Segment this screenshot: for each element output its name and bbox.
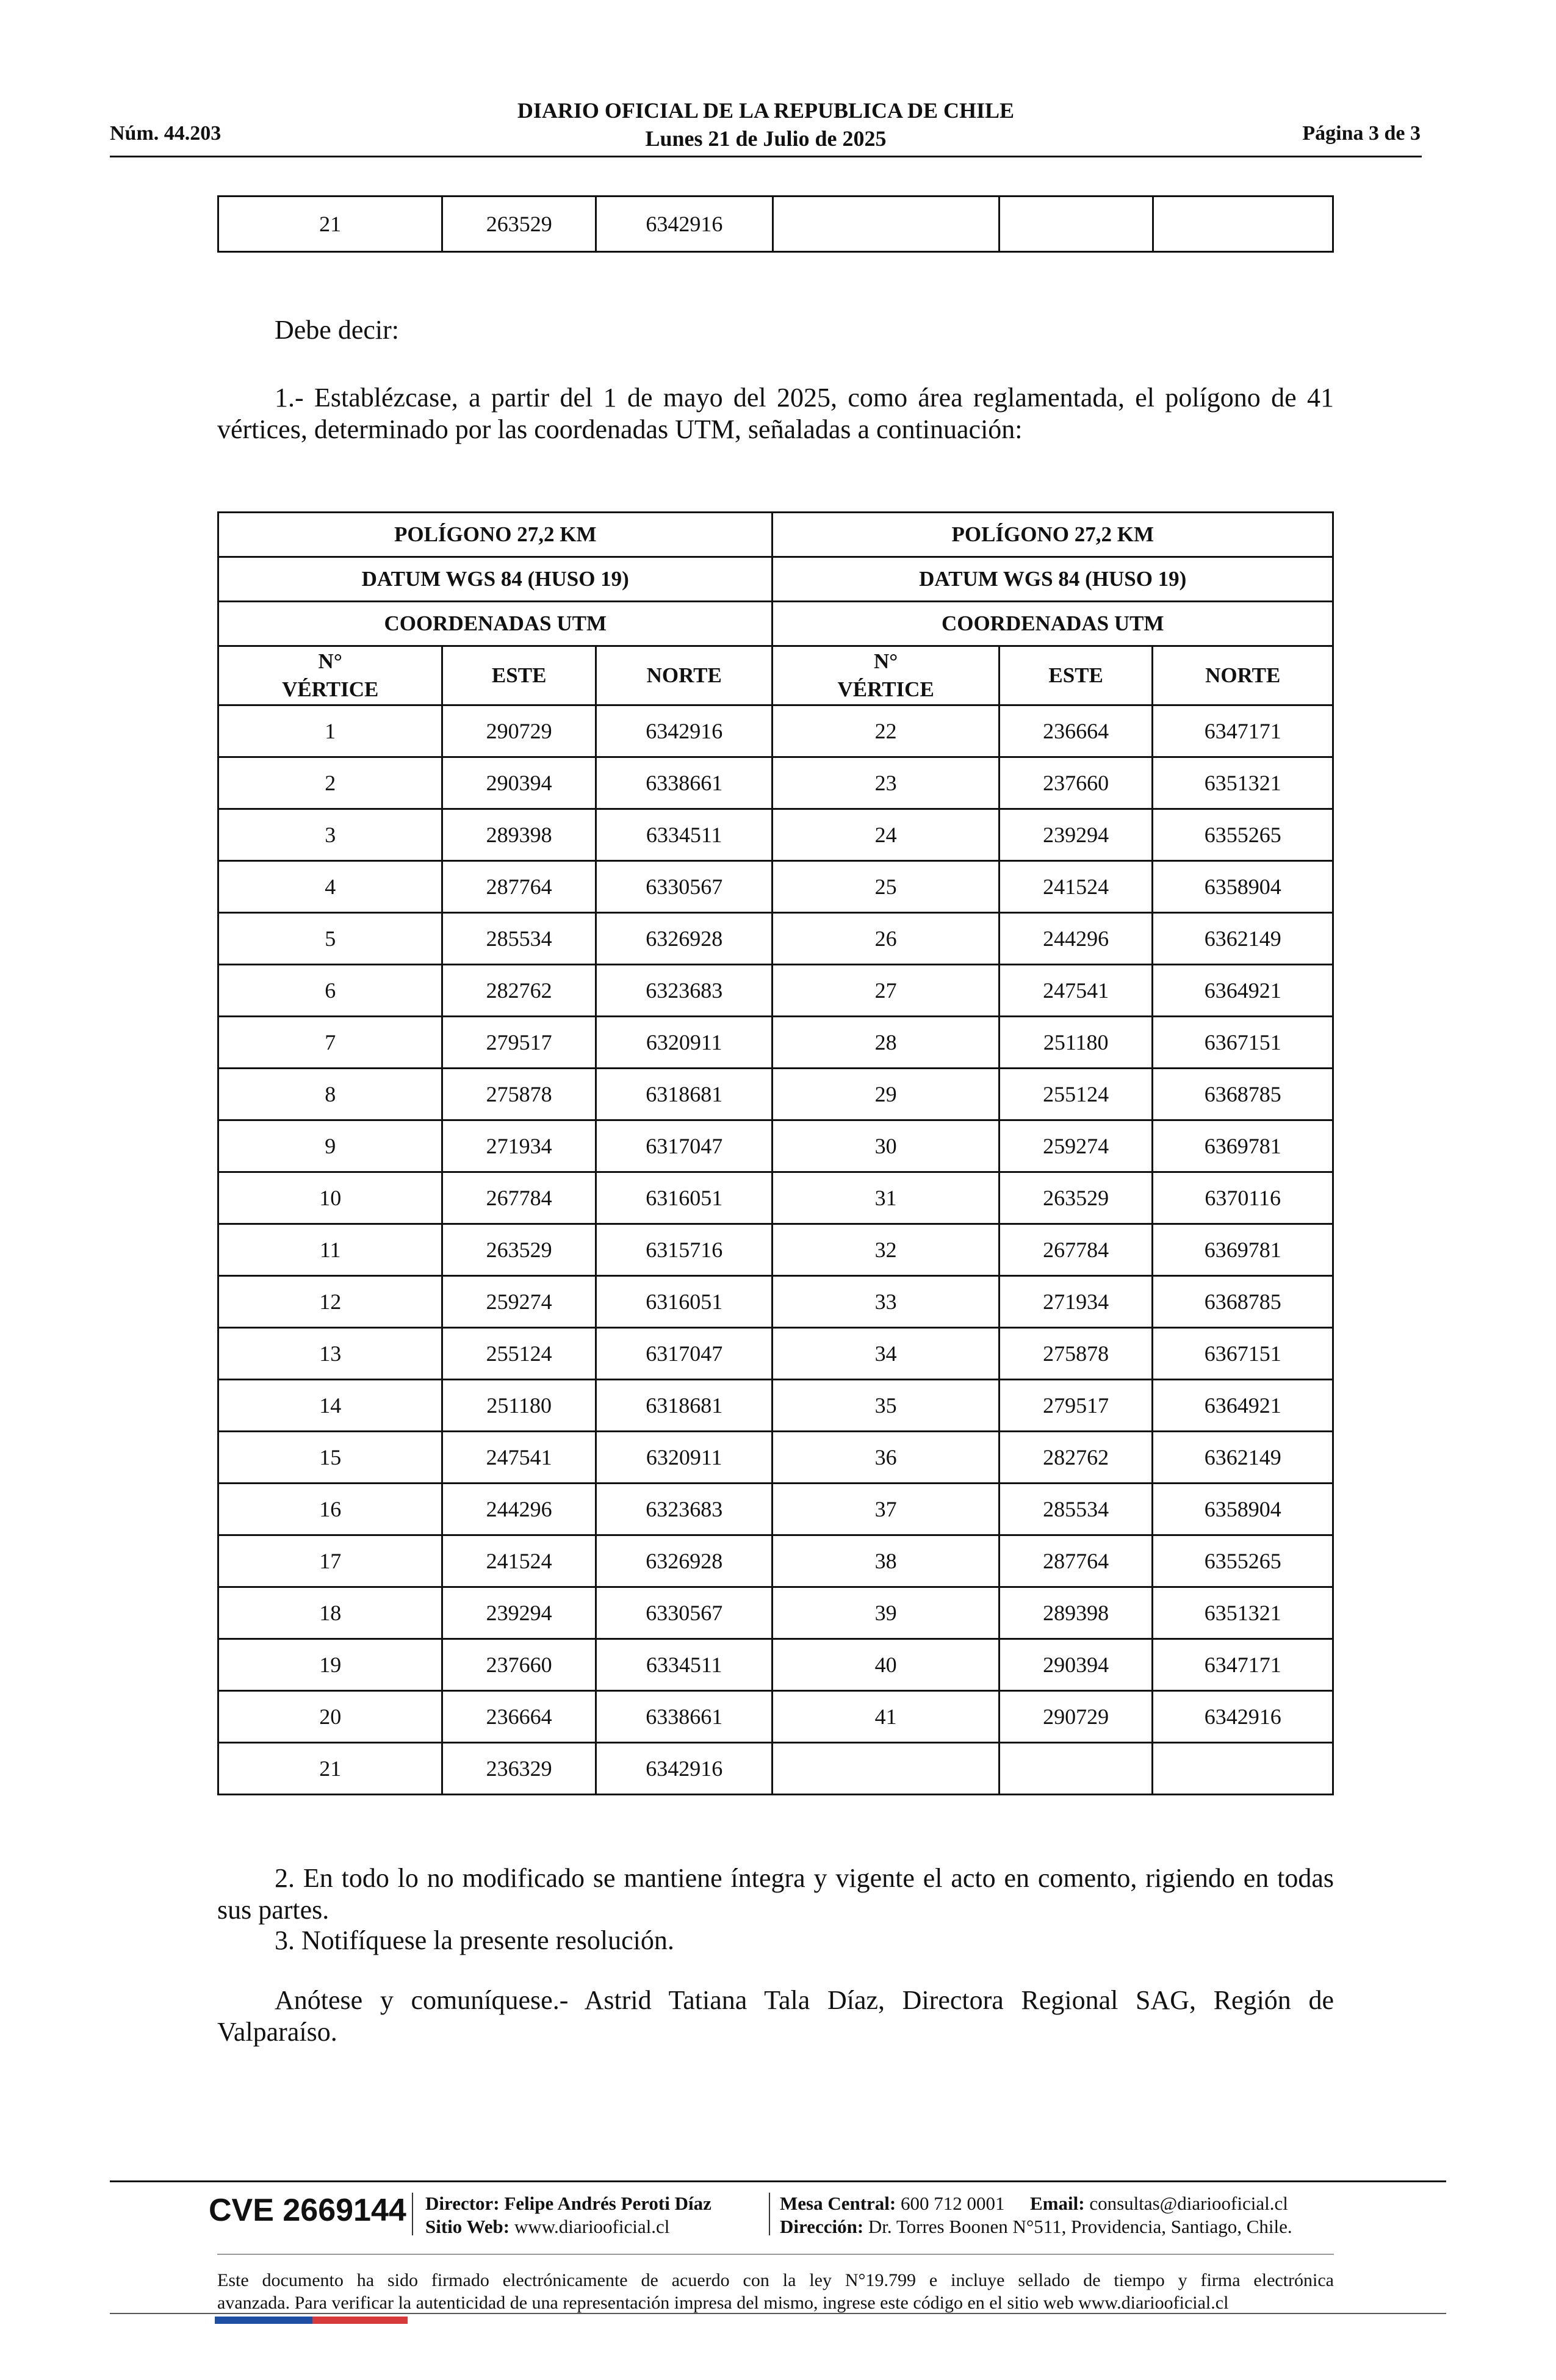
table-cell: 36 bbox=[773, 1432, 999, 1484]
table-cell: 6342916 bbox=[596, 1743, 773, 1795]
table-cell: 251180 bbox=[999, 1017, 1153, 1069]
previous-table-row bbox=[217, 195, 1334, 253]
table-cell: 255124 bbox=[999, 1069, 1153, 1120]
table-row bbox=[218, 965, 1333, 1017]
table-cell: 282762 bbox=[442, 965, 596, 1017]
footer-bottom-divider bbox=[110, 2313, 1446, 2314]
table-cell: 12 bbox=[218, 1276, 442, 1328]
table-cell: 13 bbox=[218, 1328, 442, 1380]
table-cell: 6364921 bbox=[1153, 1380, 1333, 1432]
table-cell: 279517 bbox=[442, 1017, 596, 1069]
table-row bbox=[218, 1535, 1333, 1587]
col-vertex-header-line2: VÉRTICE bbox=[837, 677, 934, 701]
table-cell: 14 bbox=[218, 1380, 442, 1432]
table-cell: 6362149 bbox=[1153, 913, 1333, 965]
table-cell: 6364921 bbox=[1153, 965, 1333, 1017]
table-cell: 2 bbox=[218, 757, 442, 809]
table-cell: 27 bbox=[773, 965, 999, 1017]
paragraph-2: 2. En todo lo no modificado se mantiene íntegra y vigente el acto en comento, rigiendo en todas sus partes. bbox=[217, 1863, 1334, 1925]
table-cell: 237660 bbox=[442, 1639, 596, 1691]
table-cell: 28 bbox=[773, 1017, 999, 1069]
table-cell: 6 bbox=[218, 965, 442, 1017]
director-name: Felipe Andrés Peroti Díaz bbox=[504, 2193, 711, 2214]
address-label: Dirección: bbox=[780, 2216, 864, 2237]
table-cell: 287764 bbox=[442, 861, 596, 913]
table-cell bbox=[1000, 197, 1153, 252]
table-cell: 244296 bbox=[999, 913, 1153, 965]
table-cell: 6342916 bbox=[1153, 1691, 1333, 1743]
table-cell: 236329 bbox=[442, 1743, 596, 1795]
table-cell: 255124 bbox=[442, 1328, 596, 1380]
signature-note-line2: avanzada. Para verificar la autenticidad de una representación impresa del mismo, ingrese este código en el sitio web www.diariooficial.cl bbox=[217, 2293, 1229, 2313]
table-cell: 21 bbox=[218, 1743, 442, 1795]
table-cell: 37 bbox=[773, 1484, 999, 1535]
footer-inner-divider bbox=[217, 2254, 1334, 2255]
table-cell: 6318681 bbox=[596, 1380, 773, 1432]
table-cell: 290394 bbox=[999, 1639, 1153, 1691]
table-row bbox=[218, 1432, 1333, 1484]
coords-header-left: COORDENADAS UTM bbox=[218, 602, 773, 646]
website-label: Sitio Web: bbox=[425, 2216, 510, 2237]
footer-address bbox=[780, 2215, 1292, 2238]
table-cell: 289398 bbox=[999, 1587, 1153, 1639]
table-cell: 239294 bbox=[999, 809, 1153, 861]
col-vertex-header-line1: N° bbox=[874, 649, 898, 673]
table-cell: 285534 bbox=[999, 1484, 1153, 1535]
table-row bbox=[218, 757, 1333, 809]
table-cell: 289398 bbox=[442, 809, 596, 861]
table-cell: 6368785 bbox=[1153, 1276, 1333, 1328]
table-cell: 244296 bbox=[442, 1484, 596, 1535]
table-cell: 6334511 bbox=[596, 1639, 773, 1691]
footer-divider bbox=[110, 2180, 1446, 2182]
col-norte-header: NORTE bbox=[1153, 646, 1333, 705]
table-cell: 30 bbox=[773, 1120, 999, 1172]
debe-decir-label: Debe decir: bbox=[275, 315, 399, 345]
table-cell: 33 bbox=[773, 1276, 999, 1328]
table-row bbox=[218, 809, 1333, 861]
col-vertex-header-line1: N° bbox=[318, 649, 342, 673]
table-cell: 6351321 bbox=[1153, 757, 1333, 809]
table-cell: 247541 bbox=[999, 965, 1153, 1017]
header-divider bbox=[110, 156, 1422, 157]
footer-director bbox=[425, 2192, 711, 2215]
table-cell: 6316051 bbox=[596, 1276, 773, 1328]
table-cell: 41 bbox=[773, 1691, 999, 1743]
footer-contact bbox=[780, 2192, 1288, 2215]
table-cell: 247541 bbox=[442, 1432, 596, 1484]
table-cell: 6351321 bbox=[1153, 1587, 1333, 1639]
table-cell: 241524 bbox=[999, 861, 1153, 913]
table-cell: 31 bbox=[773, 1172, 999, 1224]
email-label: Email: bbox=[1030, 2193, 1085, 2214]
table-cell bbox=[773, 1743, 999, 1795]
issue-date: Lunes 21 de Julio de 2025 bbox=[645, 126, 887, 151]
table-cell: 34 bbox=[773, 1328, 999, 1380]
table-cell: 38 bbox=[773, 1535, 999, 1587]
table-cell: 6367151 bbox=[1153, 1017, 1333, 1069]
table-cell: 290729 bbox=[442, 705, 596, 757]
table-cell: 11 bbox=[218, 1224, 442, 1276]
table-cell: 6355265 bbox=[1153, 809, 1333, 861]
table-cell: 239294 bbox=[442, 1587, 596, 1639]
table-row bbox=[218, 1224, 1333, 1276]
polygon-header-left: POLÍGONO 27,2 KM bbox=[218, 513, 773, 557]
table-cell: 6320911 bbox=[596, 1432, 773, 1484]
table-row bbox=[218, 1587, 1333, 1639]
table-cell: 17 bbox=[218, 1535, 442, 1587]
table-row bbox=[218, 1743, 1333, 1795]
coords-header-right: COORDENADAS UTM bbox=[773, 602, 1333, 646]
mesa-label: Mesa Central: bbox=[780, 2193, 896, 2214]
table-cell: 40 bbox=[773, 1639, 999, 1691]
table-cell: 6323683 bbox=[596, 1484, 773, 1535]
table-header-row bbox=[218, 513, 1333, 557]
table-row bbox=[218, 705, 1333, 757]
table-row bbox=[218, 1069, 1333, 1120]
table-cell: 259274 bbox=[442, 1276, 596, 1328]
datum-header-left: DATUM WGS 84 (HUSO 19) bbox=[218, 557, 773, 602]
footer-separator bbox=[412, 2193, 413, 2235]
table-cell: 6355265 bbox=[1153, 1535, 1333, 1587]
table-row bbox=[218, 1017, 1333, 1069]
table-cell: 285534 bbox=[442, 913, 596, 965]
table-row bbox=[218, 1484, 1333, 1535]
footer-website bbox=[425, 2215, 669, 2238]
table-row bbox=[218, 197, 1333, 252]
table-cell: 6330567 bbox=[596, 1587, 773, 1639]
table-cell: 275878 bbox=[442, 1069, 596, 1120]
table-cell: 25 bbox=[773, 861, 999, 913]
table-cell: 287764 bbox=[999, 1535, 1153, 1587]
table-cell: 15 bbox=[218, 1432, 442, 1484]
footer-separator bbox=[769, 2193, 770, 2235]
table-cell: 39 bbox=[773, 1587, 999, 1639]
table-cell: 279517 bbox=[999, 1380, 1153, 1432]
table-row bbox=[218, 1328, 1333, 1380]
table-cell: 6326928 bbox=[596, 913, 773, 965]
table-cell: 271934 bbox=[999, 1276, 1153, 1328]
table-cell: 6369781 bbox=[1153, 1224, 1333, 1276]
table-cell: 19 bbox=[218, 1639, 442, 1691]
table-cell: 8 bbox=[218, 1069, 442, 1120]
table-cell: 6358904 bbox=[1153, 861, 1333, 913]
address-value: Dr. Torres Boonen N°511, Providencia, Santiago, Chile. bbox=[868, 2216, 1292, 2237]
table-cell bbox=[773, 197, 999, 252]
table-cell: 23 bbox=[773, 757, 999, 809]
flag-stripe-red bbox=[312, 2317, 408, 2324]
table-cell: 267784 bbox=[442, 1172, 596, 1224]
table-cell: 236664 bbox=[442, 1691, 596, 1743]
table-cell: 20 bbox=[218, 1691, 442, 1743]
table-cell: 5 bbox=[218, 913, 442, 965]
table-cell: 6318681 bbox=[596, 1069, 773, 1120]
table-row bbox=[218, 1276, 1333, 1328]
paragraph-1: 1.- Establézcase, a partir del 1 de mayo del 2025, como área reglamentada, el polígono de 41 vértices, determinado por las coordenadas UTM, señaladas a continuación: bbox=[217, 383, 1334, 444]
table-cell bbox=[1153, 1743, 1333, 1795]
table-cell: 26 bbox=[773, 913, 999, 965]
table-cell: 18 bbox=[218, 1587, 442, 1639]
col-vertex-header bbox=[773, 646, 999, 705]
table-cell: 6338661 bbox=[596, 757, 773, 809]
table-cell: 259274 bbox=[999, 1120, 1153, 1172]
table-cell: 263529 bbox=[999, 1172, 1153, 1224]
column-header-row bbox=[218, 646, 1333, 705]
table-cell: 236664 bbox=[999, 705, 1153, 757]
table-cell: 271934 bbox=[442, 1120, 596, 1172]
paragraph-3: 3. Notifíquese la presente resolución. bbox=[275, 1925, 674, 1955]
director-label: Director: bbox=[425, 2193, 500, 2214]
table-row bbox=[218, 1380, 1333, 1432]
table-cell: 6323683 bbox=[596, 965, 773, 1017]
table-cell: 275878 bbox=[999, 1328, 1153, 1380]
table-cell: 241524 bbox=[442, 1535, 596, 1587]
table-cell: 6358904 bbox=[1153, 1484, 1333, 1535]
table-cell: 6369781 bbox=[1153, 1120, 1333, 1172]
table-cell: 237660 bbox=[999, 757, 1153, 809]
table-row bbox=[218, 861, 1333, 913]
table-cell: 6370116 bbox=[1153, 1172, 1333, 1224]
col-este-header: ESTE bbox=[999, 646, 1153, 705]
table-cell bbox=[1153, 197, 1333, 252]
table-header-row bbox=[218, 602, 1333, 646]
table-cell: 6342916 bbox=[596, 705, 773, 757]
email-link[interactable]: consultas@diariooficial.cl bbox=[1089, 2193, 1288, 2214]
table-cell: 4 bbox=[218, 861, 442, 913]
table-cell: 263529 bbox=[442, 197, 596, 252]
table-cell: 10 bbox=[218, 1172, 442, 1224]
coordinates-table bbox=[217, 511, 1334, 1795]
issue-number: Núm. 44.203 bbox=[110, 122, 222, 145]
table-cell: 16 bbox=[218, 1484, 442, 1535]
table-cell: 6315716 bbox=[596, 1224, 773, 1276]
table-cell: 6317047 bbox=[596, 1120, 773, 1172]
table-cell: 6320911 bbox=[596, 1017, 773, 1069]
mesa-phone: 600 712 0001 bbox=[901, 2193, 1005, 2214]
table-cell: 290394 bbox=[442, 757, 596, 809]
table-header-row bbox=[218, 557, 1333, 602]
col-vertex-header bbox=[218, 646, 442, 705]
table-row bbox=[218, 1639, 1333, 1691]
table-cell: 3 bbox=[218, 809, 442, 861]
table-cell: 6317047 bbox=[596, 1328, 773, 1380]
table-cell: 263529 bbox=[442, 1224, 596, 1276]
table-cell: 6334511 bbox=[596, 809, 773, 861]
col-este-header: ESTE bbox=[442, 646, 596, 705]
table-cell: 1 bbox=[218, 705, 442, 757]
table-cell: 6347171 bbox=[1153, 705, 1333, 757]
table-cell: 6330567 bbox=[596, 861, 773, 913]
newspaper-title: DIARIO OFICIAL DE LA REPUBLICA DE CHILE bbox=[517, 98, 1015, 123]
table-cell: 290729 bbox=[999, 1691, 1153, 1743]
table-cell: 267784 bbox=[999, 1224, 1153, 1276]
page-indicator: Página 3 de 3 bbox=[1302, 122, 1421, 145]
col-vertex-header-line2: VÉRTICE bbox=[282, 677, 379, 701]
table-cell: 6342916 bbox=[596, 197, 773, 252]
table-cell: 24 bbox=[773, 809, 999, 861]
table-cell: 32 bbox=[773, 1224, 999, 1276]
col-norte-header: NORTE bbox=[596, 646, 773, 705]
cve-code: CVE 2669144 bbox=[209, 2193, 406, 2228]
table-row bbox=[218, 1120, 1333, 1172]
table-row bbox=[218, 1691, 1333, 1743]
table-cell: 6368785 bbox=[1153, 1069, 1333, 1120]
table-cell: 6347171 bbox=[1153, 1639, 1333, 1691]
signature-note-line1: Este documento ha sido firmado electrónicamente de acuerdo con la ley N°19.799 e incluye sellado de tiempo y firma electrónica bbox=[217, 2270, 1334, 2290]
table-cell: 6367151 bbox=[1153, 1328, 1333, 1380]
table-cell: 35 bbox=[773, 1380, 999, 1432]
table-cell: 6316051 bbox=[596, 1172, 773, 1224]
table-row bbox=[218, 1172, 1333, 1224]
coordinates-table-body bbox=[218, 705, 1333, 1795]
table-cell: 29 bbox=[773, 1069, 999, 1120]
table-cell: 22 bbox=[773, 705, 999, 757]
table-cell: 21 bbox=[218, 197, 442, 252]
table-row bbox=[218, 913, 1333, 965]
website-link[interactable]: www.diariooficial.cl bbox=[514, 2216, 670, 2237]
flag-stripe-blue bbox=[215, 2317, 312, 2324]
polygon-header-right: POLÍGONO 27,2 KM bbox=[773, 513, 1333, 557]
table-cell: 251180 bbox=[442, 1380, 596, 1432]
paragraph-4: Anótese y comuníquese.- Astrid Tatiana Tala Díaz, Directora Regional SAG, Región de Valparaíso. bbox=[217, 1985, 1334, 2047]
table-cell: 6338661 bbox=[596, 1691, 773, 1743]
table-cell: 6326928 bbox=[596, 1535, 773, 1587]
table-cell bbox=[999, 1743, 1153, 1795]
table-cell: 6362149 bbox=[1153, 1432, 1333, 1484]
table-cell: 7 bbox=[218, 1017, 442, 1069]
table-cell: 282762 bbox=[999, 1432, 1153, 1484]
table-cell: 9 bbox=[218, 1120, 442, 1172]
datum-header-right: DATUM WGS 84 (HUSO 19) bbox=[773, 557, 1333, 602]
